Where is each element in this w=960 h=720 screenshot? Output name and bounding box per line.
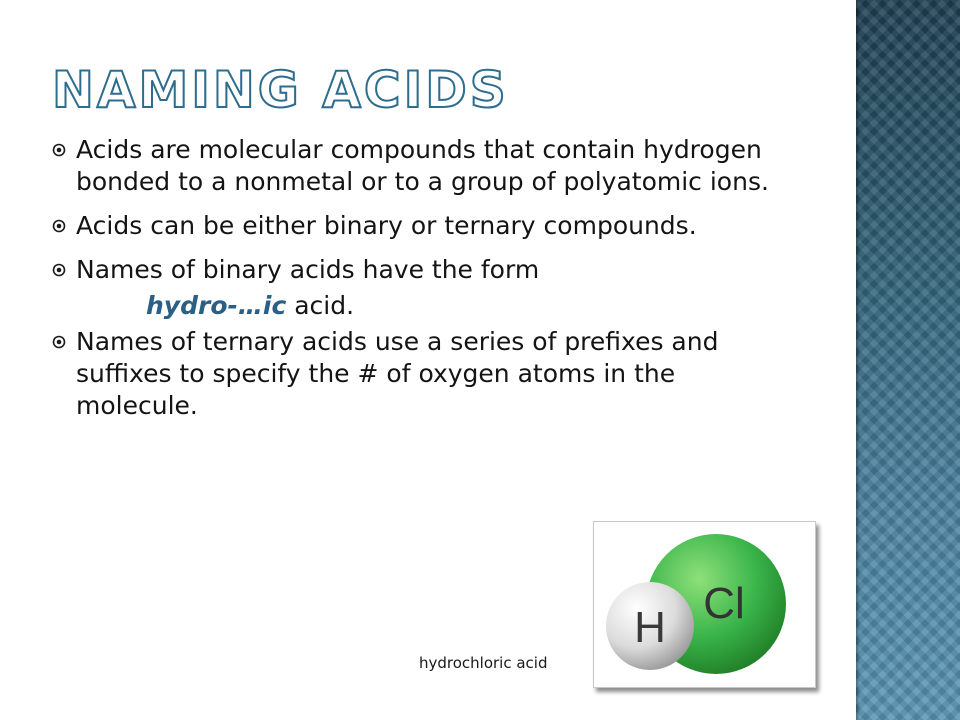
bullet-text: Names of ternary acids use a series of prefixes and suffixes to specify the # of oxygen atoms in the molecule. [76,327,719,420]
circled-dot-icon [52,335,66,349]
bullet-item [52,134,772,198]
bullet-item [52,326,772,422]
formula-prefix: hydro-…ic [146,291,287,320]
binary-acid-formula [52,290,772,322]
circled-dot-icon [52,219,66,233]
formula-suffix: acid. [286,291,355,320]
bullet-text: Acids are molecular compounds that contain hydrogen bonded to a nonmetal or to a group of polyatomic ions. [76,135,769,196]
decorative-side-panel [856,0,960,720]
hydrogen-label: H [634,603,666,652]
bullet-item [52,254,772,286]
circled-dot-icon [52,263,66,277]
circled-dot-icon [52,143,66,157]
image-caption: hydrochloric acid [419,654,548,672]
bullet-list [52,134,772,422]
molecule-illustration [594,522,815,687]
hcl-molecule-image [593,521,816,688]
bullet-text: Names of binary acids have the form [76,255,540,284]
bullet-text: Acids can be either binary or ternary compounds. [76,211,697,240]
slide-title: NAMING ACIDS [52,61,509,119]
chlorine-label: Cl [703,579,745,628]
bullet-item [52,210,772,242]
